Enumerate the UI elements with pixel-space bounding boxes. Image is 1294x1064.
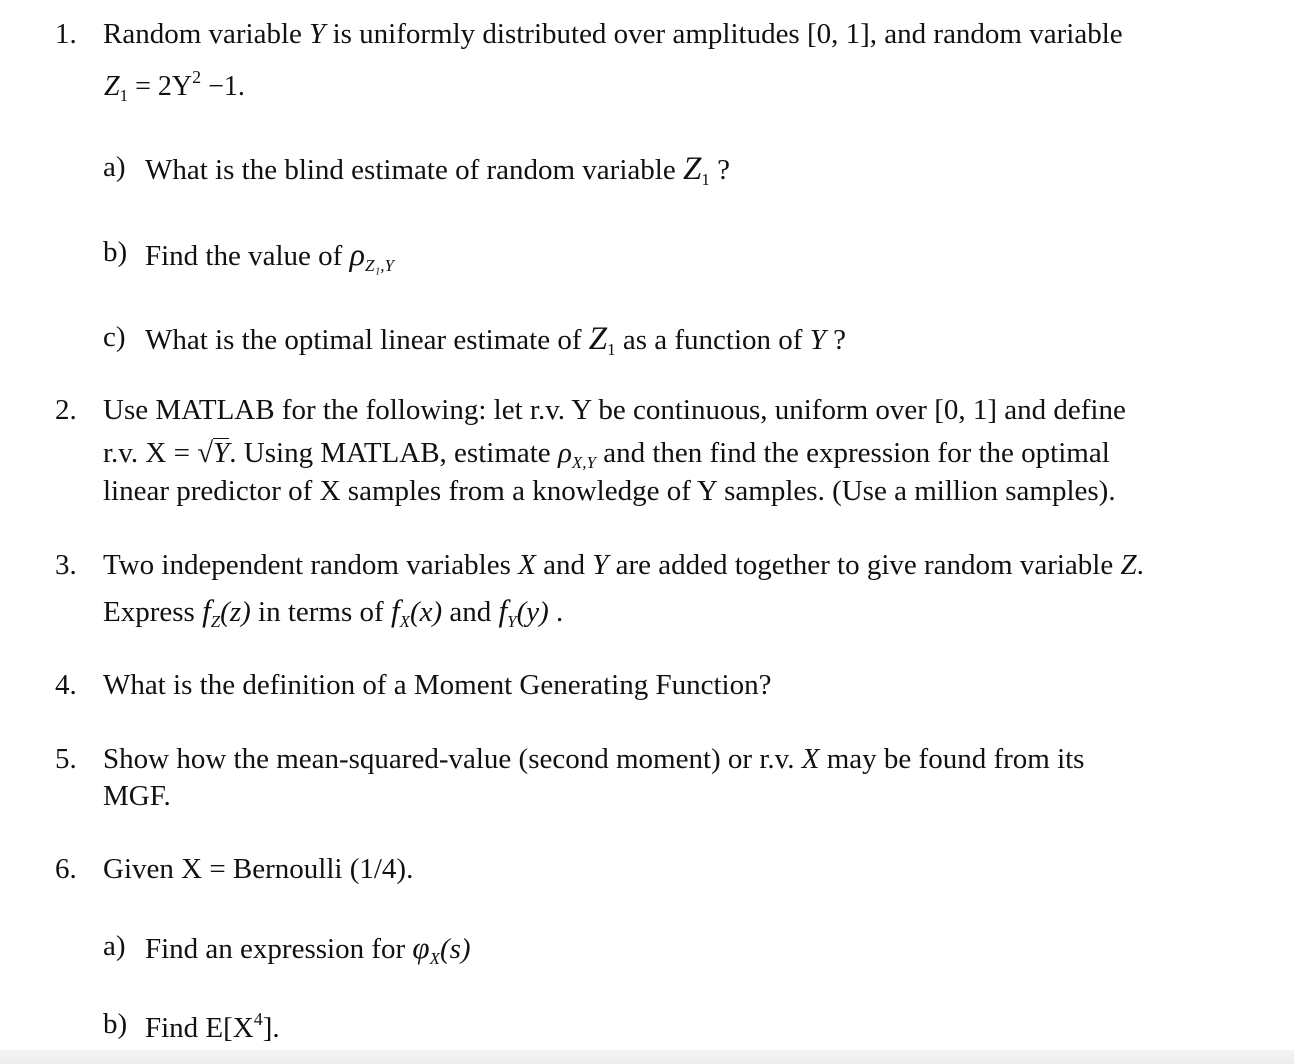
- argument: (x): [409, 596, 443, 628]
- part-label: a): [103, 930, 126, 962]
- argument: (y): [516, 596, 549, 628]
- subscript: Y: [507, 612, 517, 631]
- argument: (z): [220, 596, 251, 628]
- function-f: f: [390, 593, 400, 628]
- question-2-line-2: [103, 438, 1110, 471]
- text: in terms of: [250, 596, 391, 628]
- variable: Z: [104, 71, 120, 102]
- question-1-line-1: [103, 20, 1123, 49]
- text: Show how the mean-squared-value (second moment) or r.v.: [103, 743, 802, 775]
- text: r.v. X = √: [103, 437, 214, 469]
- question-3-line-1: [103, 551, 1144, 580]
- text: What is the blind estimate of random variable: [145, 154, 683, 186]
- text: as a function of: [615, 324, 810, 356]
- question-5-line-1: [103, 745, 1084, 774]
- subscript: Z: [210, 612, 221, 631]
- text: .: [548, 596, 564, 628]
- subscript: 1: [701, 170, 710, 189]
- variable: Y: [809, 324, 826, 356]
- variable: Z: [1120, 549, 1137, 581]
- phi-symbol: φ: [412, 930, 430, 965]
- subscript: Z₁,Y: [364, 256, 395, 275]
- text: and: [535, 549, 593, 581]
- equation-z1: [104, 68, 245, 104]
- question-1c: [145, 323, 846, 358]
- sqrt-argument: Y: [213, 437, 230, 469]
- subscript: 1: [607, 340, 616, 359]
- question-6a: [145, 932, 471, 967]
- superscript: 4: [253, 1009, 263, 1029]
- question-number: 6.: [55, 853, 77, 885]
- text: may be found from its: [819, 743, 1085, 775]
- function-f: f: [202, 593, 211, 628]
- text: Random variable: [103, 18, 310, 50]
- subscript: 1: [119, 86, 129, 105]
- variable: Z: [588, 321, 608, 357]
- subscript: X: [399, 612, 410, 631]
- part-label: a): [103, 151, 126, 183]
- question-number: 2.: [55, 394, 77, 426]
- part-label: b): [103, 1008, 128, 1040]
- text: −1.: [201, 71, 245, 102]
- question-2-line-3: linear predictor of X samples from a knowledge of Y samples. (Use a million samples).: [103, 475, 1116, 507]
- text: What is the optimal linear estimate of: [145, 324, 589, 356]
- question-number: 1.: [55, 18, 77, 50]
- text: are added together to give random variable: [608, 549, 1121, 581]
- text: Express: [103, 596, 203, 628]
- variable: Y: [309, 18, 326, 50]
- question-1a: [145, 153, 730, 188]
- text: Find the value of: [145, 240, 350, 272]
- variable: X: [801, 743, 820, 775]
- text: and then find the expression for the optimal: [595, 437, 1110, 469]
- question-5-line-2: MGF.: [103, 780, 171, 812]
- question-4-text: What is the definition of a Moment Generating Function?: [103, 669, 772, 701]
- text: Two independent random variables: [103, 549, 519, 581]
- text: is uniformly distributed over amplitudes [0, 1], and random variable: [325, 18, 1123, 50]
- question-6-text: Given X = Bernoulli (1/4).: [103, 853, 414, 885]
- rho-symbol: ρ: [349, 236, 365, 272]
- rho-symbol: ρ: [557, 437, 572, 469]
- text: .: [1136, 549, 1144, 581]
- part-label: b): [103, 236, 128, 268]
- text: and: [442, 596, 499, 628]
- question-3-line-2: [103, 595, 563, 630]
- text: ?: [825, 324, 846, 356]
- text: Find E[X: [145, 1012, 254, 1044]
- text: = 2Y: [128, 71, 193, 102]
- subscript: X: [429, 949, 440, 968]
- argument: (s): [439, 933, 471, 965]
- part-label: c): [103, 321, 126, 353]
- variable: Y: [592, 549, 609, 581]
- text: . Using MATLAB, estimate: [229, 437, 558, 469]
- question-number: 3.: [55, 549, 77, 581]
- variable: Z: [682, 151, 702, 187]
- question-1b: [145, 238, 394, 274]
- superscript: 2: [192, 67, 202, 87]
- text: ].: [262, 1012, 280, 1044]
- variable: X: [518, 549, 536, 581]
- subscript: X,Y: [571, 453, 596, 472]
- text: Find an expression for: [145, 933, 413, 965]
- function-f: f: [498, 593, 508, 628]
- question-number: 4.: [55, 669, 77, 701]
- question-2-line-1: Use MATLAB for the following: let r.v. Y be continuous, uniform over [0, 1] and define: [103, 394, 1126, 426]
- question-6b: [145, 1010, 280, 1043]
- text: ?: [709, 154, 730, 186]
- bottom-edge: [0, 1050, 1294, 1064]
- question-number: 5.: [55, 743, 77, 775]
